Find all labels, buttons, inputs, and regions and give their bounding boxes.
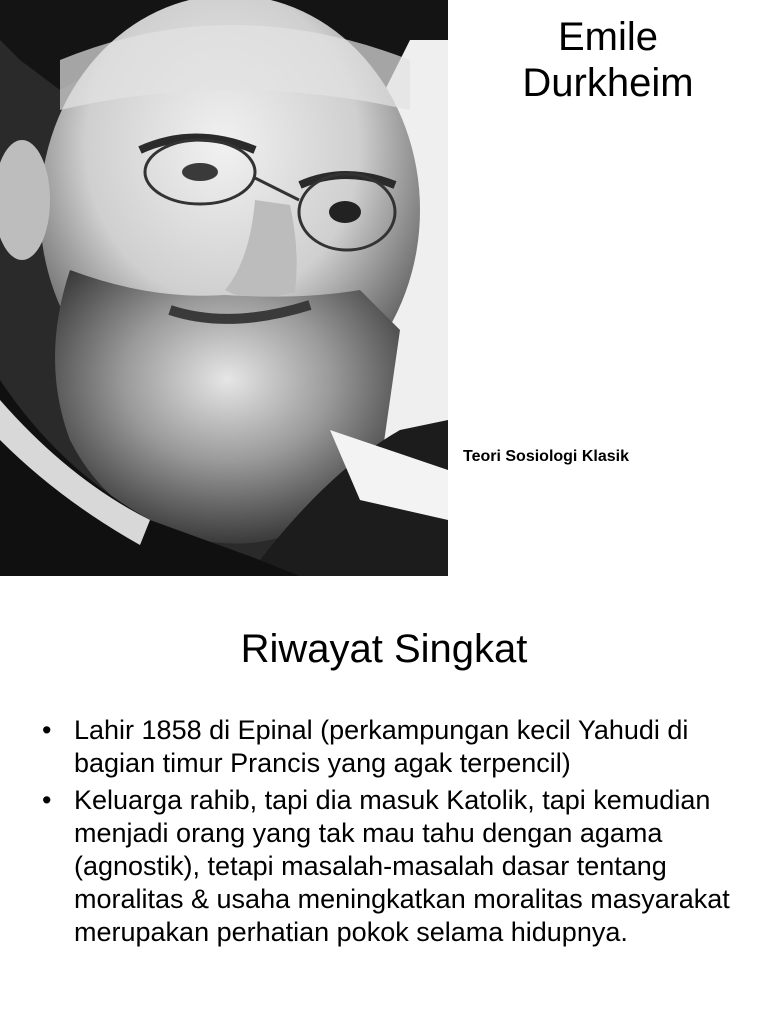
bullet-item [42,784,732,949]
slide-subtitle: Teori Sosiologi Klasik [463,448,629,465]
bullet-glyph: • [42,715,52,745]
title-line-1: Emile [557,15,659,59]
bullet-text: Keluarga rahib, tapi dia masuk Katolik, tapi kemudian menjadi orang yang tak mau tahu dengan agama (agnostik), tetapi masalah-masalah dasar tentang moralitas & usaha meningkatkan moralitas masyarakat merupakan perhatian pokok selama hidupnya. [74,785,730,947]
bullet-item [42,714,732,780]
slide-title-text [462,14,754,106]
portrait-photo [0,0,448,576]
slide-biography [0,576,768,1024]
bullet-text: Lahir 1858 di Epinal (perkampungan kecil Yahudi di bagian timur Prancis yang agak terpencil) [74,715,689,778]
slide-heading: Riwayat Singkat [240,627,528,671]
bullet-glyph: • [42,785,52,815]
title-line-2: Durkheim [522,61,694,105]
bullet-list [42,714,732,953]
